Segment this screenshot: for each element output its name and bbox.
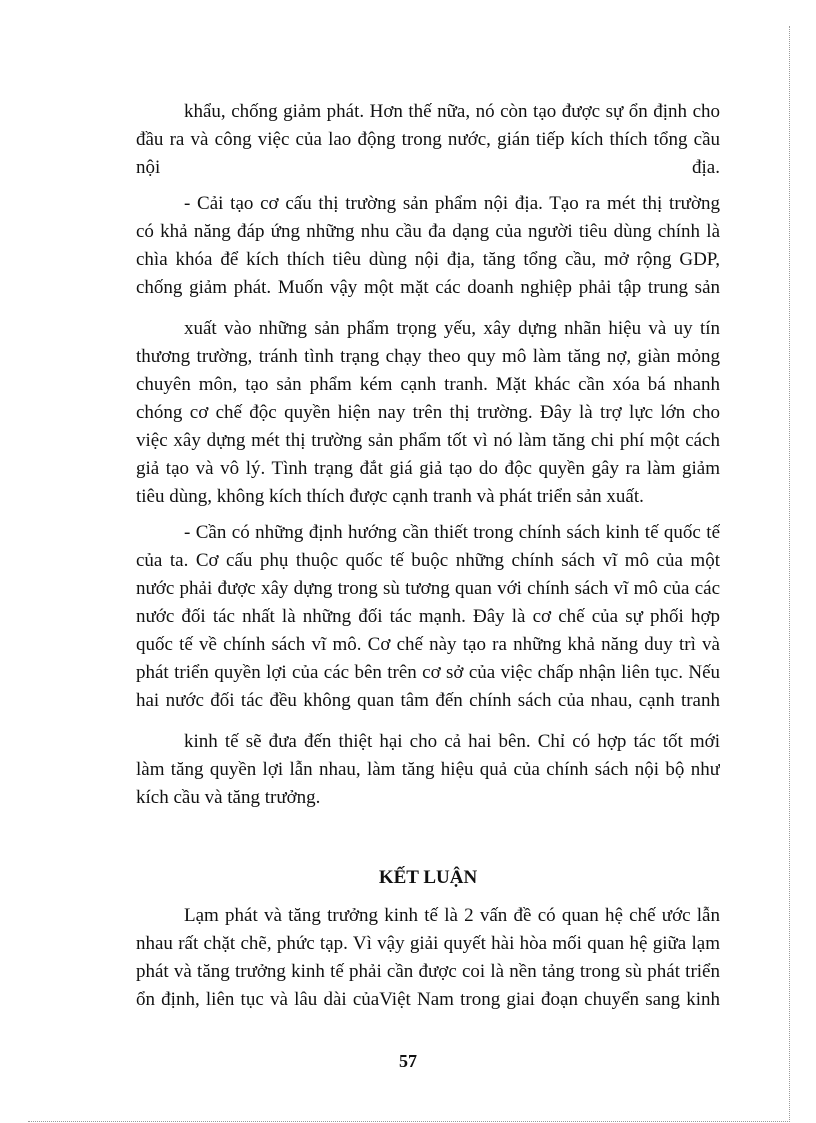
text-line (136, 154, 720, 182)
text-line: nước phải được xây dựng trong sù tương quan với chính sách vĩ mô của các (136, 578, 720, 599)
text-line: Lạm phát và tăng trưởng kinh tế là 2 vấn đề có quan hệ chế ước lẫn (184, 905, 720, 926)
text-line: phát và tăng trưởng kinh tế phải cần được coi là nền tảng trong sù phát triển (136, 961, 720, 982)
text-word: địa. (692, 157, 720, 178)
page-number: 57 (399, 1051, 417, 1071)
section-heading: KẾT LUẬN (378, 867, 478, 888)
paragraph-international-policy (136, 519, 720, 715)
text-word: nội (136, 157, 161, 178)
text-line: ổn định, liên tục và lâu dài củaViệt Nam trong giai đoạn chuyển sang kinh (136, 989, 720, 1010)
text-line: nhau rất chặt chẽ, phức tạp. Vì vậy giải quyết hài hòa mối quan hệ giữa lạm (136, 933, 720, 954)
text-line: của ta. Cơ cấu phụ thuộc quốc tế buộc những chính sách vĩ mô của một (136, 550, 720, 571)
paragraph-cooperation (136, 728, 720, 812)
paragraph-conclusion (136, 902, 720, 1014)
text-line: chìa khóa để kích thích tiêu dùng nội địa, tăng tổng cầu, mở rộng GDP, (136, 249, 720, 270)
text-line: thương trường, tránh tình trạng chạy theo quy mô làm tăng nợ, giàn mỏng (136, 346, 720, 367)
text-line: đầu ra và công việc của lao động trong nước, gián tiếp kích thích tổng cầu (136, 129, 720, 150)
paragraph-domestic-market (136, 190, 720, 302)
text-line: kinh tế sẽ đưa đến thiệt hại cho cả hai bên. Chỉ có hợp tác tốt mới (184, 731, 720, 752)
text-line: khẩu, chống giảm phát. Hơn thế nữa, nó còn tạo được sự ổn định cho (184, 101, 720, 122)
text-line: giả tạo và vô lý. Tình trạng đắt giá giả tạo do độc quyền gây ra làm giảm (136, 458, 720, 479)
text-line: tiêu dùng, không kích thích được cạnh tranh và phát triển sản xuất. (136, 486, 644, 507)
text-line: xuất vào những sản phẩm trọng yếu, xây dựng nhãn hiệu và uy tín (184, 318, 720, 339)
paragraph-export-continuation (136, 98, 720, 182)
text-line: việc xây dựng mét thị trường sản phẩm tốt vì nó làm tăng chi phí một cách (136, 430, 720, 451)
text-line: nước đối tác nhất là những đối tác mạnh. Đây là cơ chế của sự phối hợp (136, 606, 720, 627)
text-line: hai nước đối tác đều không quan tâm đến chính sách của nhau, cạnh tranh (136, 690, 720, 711)
text-line: chóng cơ chế độc quyền hiện nay trên thị trường. Đây là trợ lực lớn cho (136, 402, 720, 423)
text-line: - Cải tạo cơ cấu thị trường sản phẩm nội địa. Tạo ra mét thị trường (184, 193, 720, 214)
text-line: kích cầu và tăng trưởng. (136, 787, 321, 808)
paragraph-key-products (136, 315, 720, 511)
document-body (136, 98, 720, 1014)
text-line: chuyên môn, tạo sản phẩm kém cạnh tranh. Mặt khác cần xóa bá nhanh (136, 374, 720, 395)
text-line: có khả năng đáp ứng những nhu cầu đa dạng của người tiêu dùng chính là (136, 221, 720, 242)
text-line: quốc tế về chính sách vĩ mô. Cơ chế này tạo ra những khả năng duy trì và (136, 634, 720, 655)
text-line: chống giảm phát. Muốn vậy một mặt các doanh nghiệp phải tập trung sản (136, 277, 720, 298)
text-line: - Cần có những định hướng cần thiết trong chính sách kinh tế quốc tế (184, 522, 720, 543)
text-line: phát triển quyền lợi của các bên trên cơ sở của việc chấp nhận liên tục. Nếu (136, 662, 720, 683)
text-line: làm tăng quyền lợi lẫn nhau, làm tăng hiệu quả của chính sách nội bộ như (136, 759, 720, 780)
